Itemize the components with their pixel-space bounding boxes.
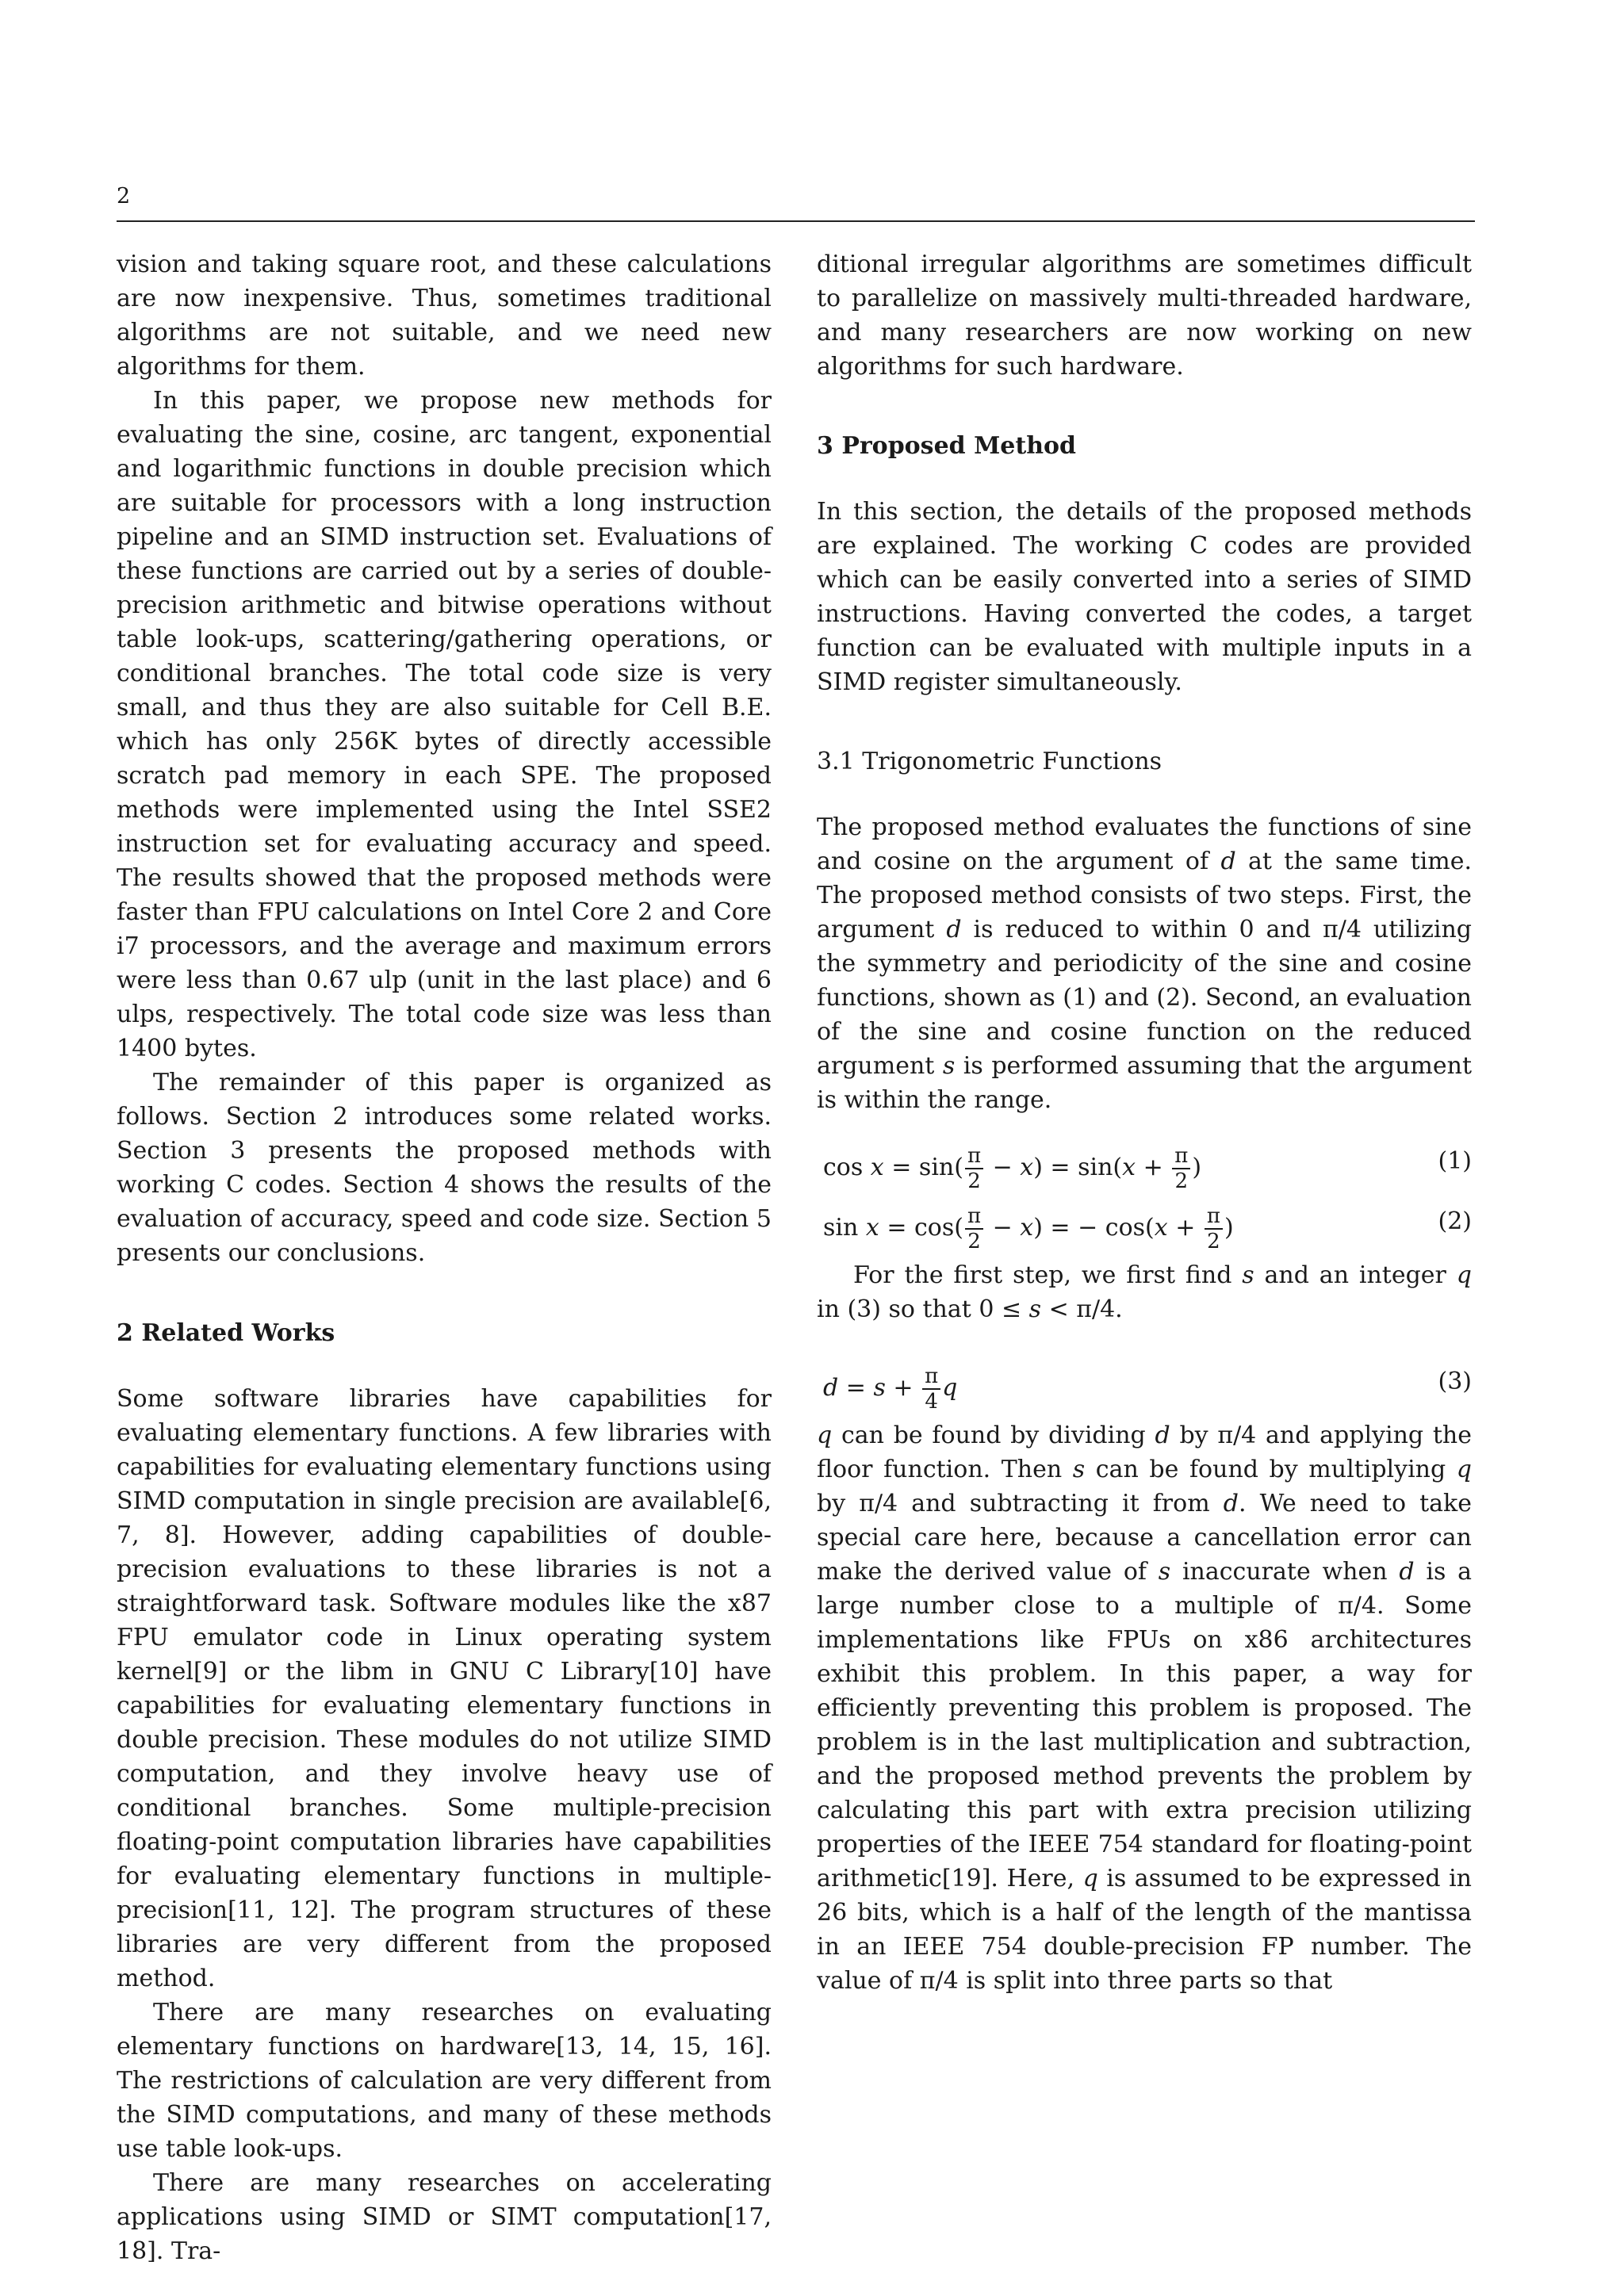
equation-3	[817, 1358, 1472, 1418]
paragraph: There are many researches on accelerating applications using SIMD or SIMT computation[17, 18]. Tra-	[117, 2169, 772, 2265]
equation-number: (3)	[1438, 1368, 1472, 1395]
paragraph: There are many researches on evaluating elementary functions on hardware[13, 14, 15, 16]. The restrictions of calculation are very different from the SIMD computations, and many of these methods use table look-ups.	[117, 1999, 772, 2163]
paragraph: In this paper, we propose new methods for evaluating the sine, cosine, arc tangent, exponential and logarithmic functions in double precision which are suitable for processors with a long instruction pipeline and an SIMD instruction set. Evaluations of these functions are carried out by a series of double-precision arithmetic and bitwise operations without table look-ups, scattering/gathering operations, or conditional branches. The total code size is very small, and thus they are also suitable for Cell B.E. which has only 256K bytes of directly accessible scratch pad memory in each SPE. The proposed methods were implemented using the Intel SSE2 instruction set for evaluating accuracy and speed. The results showed that the proposed methods were faster than FPU calculations on Intel Core 2 and Core i7 processors, and the average and maximum errors were less than 0.67 ulp (unit in the last place) and 6 ulps, respectively. The total code size was less than 1400 bytes.	[117, 387, 772, 1062]
paragraph: In this section, the details of the proposed methods are explained. The working C codes are provided which can be easily converted into a series of SIMD instructions. Having converted the codes, a target function can be evaluated with multiple inputs in a SIMD register simultaneously.	[817, 498, 1472, 696]
equation-2	[817, 1198, 1472, 1258]
equation-1	[817, 1138, 1472, 1198]
section-heading: 2 Related Works	[117, 1319, 335, 1347]
section-heading: 3 Proposed Method	[817, 432, 1077, 460]
paragraph: The remainder of this paper is organized as follows. Section 2 introduces some related works. Section 3 presents the proposed methods with working C codes. Section 4 shows the results of the evaluation of accuracy, speed and code size. Section 5 presents our conclusions.	[117, 1069, 772, 1267]
subsection-heading: 3.1 Trigonometric Functions	[817, 748, 1162, 775]
page-number: 2	[117, 184, 131, 209]
paragraph: q can be found by dividing d by π/4 and applying the floor function. Then s can be found by multiplying q by π/4 and subtracting it from d. We need to take special care here, because a cancellation error can make the derived value of s inaccurate when d is a large number close to a multiple of π/4. Some implementations like FPUs on x86 architectures exhibit this problem. In this paper, a way for efficiently preventing this problem is proposed. The problem is in the last multiplication and subtraction, and the proposed method prevents the problem by calculating this part with extra precision utilizing properties of the IEEE 754 standard for floating-point arithmetic[19]. Here, q is assumed to be expressed in 26 bits, which is a half of the length of the mantissa in an IEEE 754 double-precision FP number. The value of π/4 is split into three parts so that	[817, 1422, 1473, 1995]
paragraph: For the first step, we first find s and an integer q in (3) so that 0 ≤ s < π/4.	[817, 1261, 1472, 1323]
right-column	[817, 247, 1472, 1998]
paragraph: Some software libraries have capabilities for evaluating elementary functions. A few libraries with capabilities for evaluating elementary functions using SIMD computation in single precision are available[6, 7, 8]. However, adding capabilities of double-precision evaluations to these libraries is not a straightforward task. Software modules like the x87 FPU emulator code in Linux operating system kernel[9] or the libm in GNU C Library[10] have capabilities for evaluating elementary functions in double precision. These modules do not utilize SIMD computation, and they involve heavy use of conditional branches. Some multiple-precision floating-point computation libraries have capabilities for evaluating elementary functions in multiple-precision[11, 12]. The program structures of these libraries are very different from the proposed method.	[117, 1385, 772, 1992]
equation-2-body: sin x = cos( $\frac{\pi}{2}$ − x) = − cos(x + $\frac{\pi}{2}$ )	[823, 1204, 1234, 1253]
equation-number: (1)	[1438, 1147, 1472, 1175]
paragraph: The proposed method evaluates the functions of sine and cosine on the argument of d at the same time. The proposed method consists of two steps. First, the argument d is reduced to within 0 and π/4 utilizing the symmetry and periodicity of the sine and cosine functions, shown as (1) and (2). Second, an evaluation of the sine and cosine function on the reduced argument s is performed assuming that the argument is within the range.	[817, 813, 1473, 1114]
equation-1-body: cos x = sin( $\frac{\pi}{2}$ − x) = sin(x + $\frac{\pi}{2}$ )	[823, 1144, 1202, 1193]
equation-3-body: d = s + $\frac{\pi}{4}$ q	[823, 1364, 958, 1414]
equation-number: (2)	[1438, 1207, 1472, 1235]
header-rule	[117, 220, 1475, 222]
paragraph: vision and taking square root, and these calculations are now inexpensive. Thus, sometimes traditional algorithms are not suitable, and we need new algorithms for them.	[117, 251, 772, 381]
paragraph: ditional irregular algorithms are sometimes difficult to parallelize on massively multi-threaded hardware, and many researchers are now working on new algorithms for such hardware.	[817, 251, 1472, 381]
left-column	[117, 247, 772, 2268]
